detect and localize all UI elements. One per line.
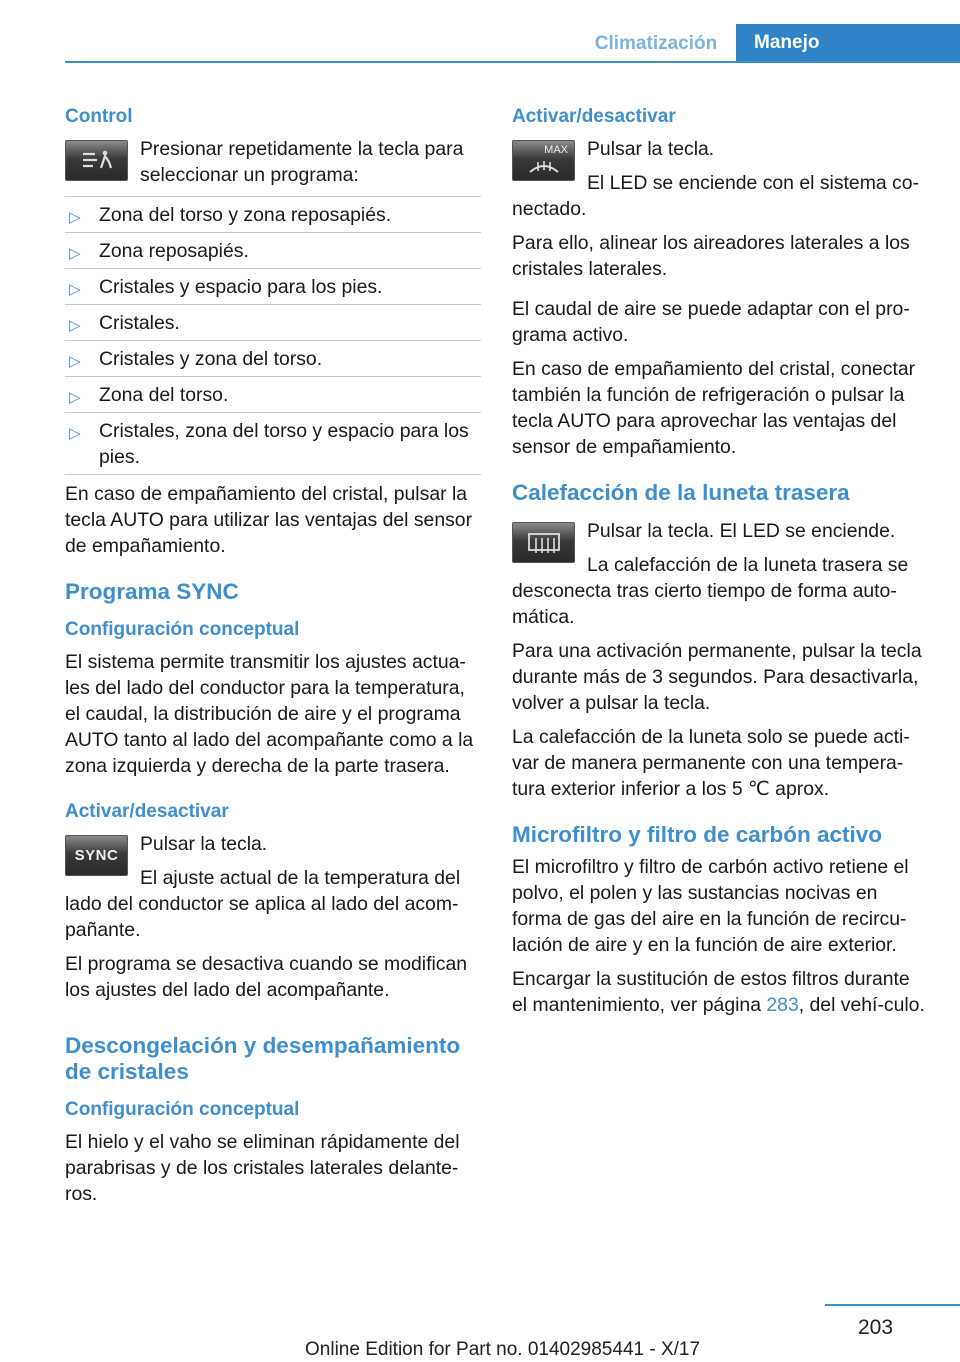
triangle-bullet-icon: ▷	[69, 389, 81, 406]
max-defrost-button-icon	[512, 140, 575, 181]
air-distribution-button-icon	[65, 140, 128, 181]
sync-off-text: El programa se desactiva cuando se modifican los ajustes del lado del acompañante.	[65, 953, 468, 1001]
rear-auto-off-text: La calefacción de la luneta trasera se desconecta tras cierto tiempo de forma auto-mática.	[512, 554, 909, 628]
rear-permanent-text: Para una activación permanente, pulsar la tecla durante más de 3 segundos. Para desactivarla, volver a pulsar la tecla.	[512, 640, 922, 714]
left-column	[65, 104, 481, 1215]
rear-window-title: Calefacción de la luneta trasera	[512, 480, 850, 505]
list-item: ▷ Zona reposapiés.	[65, 233, 481, 269]
triangle-bullet-icon: ▷	[69, 353, 81, 370]
defrost-concept-text: El hielo y el vaho se eliminan rápidamente del parabrisas y de los cristales laterales delante-ros.	[65, 1131, 460, 1205]
control-text: Presionar repetidamente la tecla para seleccionar un programa:	[140, 138, 464, 186]
filter-text: El microfiltro y filtro de carbón activo retiene el polvo, el polen y las sustancias nocivas en forma de gas del aire en la función de recircu-lación de aire y en la función de aire exterior.	[512, 856, 909, 956]
rear-defrost-button-icon	[512, 522, 575, 563]
fog-text-right: En caso de empañamiento del cristal, conectar también la función de refrigeración o pulsar la tecla AUTO para aprovechar las ventajas del sensor de empañamiento.	[512, 358, 916, 458]
control-block	[65, 136, 481, 196]
led-text: El LED se enciende con el sistema co-nectado.	[512, 172, 919, 220]
sync-concept-text: El sistema permite transmitir los ajustes actua-les del lado del conductor para la temperatura, el caudal, la distribución de aire y el programa AUTO tanto al lado del acompañante como a la zona izquierda y derecha de la parte trasera.	[65, 651, 474, 777]
header-rule	[65, 61, 960, 63]
list-item: ▷ Cristales y zona del torso.	[65, 341, 481, 377]
sync-effect-text: El ajuste actual de la temperatura del lado del conductor se aplica al lado del acom-pañante.	[65, 867, 461, 941]
list-item: ▷ Cristales, zona del torso y espacio para los pies.	[65, 413, 481, 475]
press-text: Pulsar la tecla.	[587, 138, 715, 160]
list-item: ▷ Cristales y espacio para los pies.	[65, 269, 481, 305]
list-item: ▷ Cristales.	[65, 305, 481, 341]
sync-concept-heading: Configuración conceptual	[65, 619, 300, 640]
list-item: ▷ Zona del torso y zona reposapiés.	[65, 197, 481, 233]
defrost-title: Descongelación y desempañamiento de cristales	[65, 1033, 461, 1084]
program-list	[65, 196, 481, 475]
sync-title: Programa SYNC	[65, 579, 239, 604]
fog-paragraph: En caso de empañamiento del cristal, pulsar la tecla AUTO para utilizar las ventajas del sensor de empañamiento.	[65, 483, 473, 557]
sync-press-text: Pulsar la tecla.	[140, 833, 268, 855]
triangle-bullet-icon: ▷	[69, 245, 81, 262]
triangle-bullet-icon: ▷	[69, 317, 81, 334]
sync-button-icon: SYNC	[65, 835, 128, 876]
page-number: 203	[858, 1316, 894, 1339]
filter-service-text: Encargar la sustitución de estos filtros durante el mantenimiento, ver página 283, del vehí-culo.	[512, 968, 925, 1016]
triangle-bullet-icon: ▷	[69, 209, 81, 226]
filter-title: Microfiltro y filtro de carbón activo	[512, 822, 883, 847]
flow-text: El caudal de aire se puede adaptar con el pro-grama activo.	[512, 298, 910, 346]
control-heading: Control	[65, 106, 133, 127]
rear-temp-text: La calefacción de la luneta solo se puede acti-var de manera permanente con una tempera-tura exterior inferior a los 5 ℃ aprox.	[512, 726, 910, 800]
sync-toggle-heading: Activar/desactivar	[65, 801, 229, 822]
toggle-heading: Activar/desactivar	[512, 106, 676, 127]
right-column	[512, 104, 930, 1026]
align-text: Para ello, alinear los aireadores laterales a los cristales laterales.	[512, 232, 910, 280]
list-item: ▷ Zona del torso.	[65, 377, 481, 413]
footer-rule	[825, 1304, 960, 1306]
max-block	[512, 136, 930, 222]
triangle-bullet-icon: ▷	[69, 281, 81, 298]
rear-block	[512, 518, 930, 630]
header-chapter-tab[interactable]: Manejo	[736, 24, 960, 61]
defrost-concept-heading: Configuración conceptual	[65, 1099, 300, 1120]
triangle-bullet-icon: ▷	[69, 425, 81, 442]
edition-footer: Online Edition for Part no. 01402985441 - X/17	[305, 1339, 701, 1360]
header-section-tab[interactable]: Climatización	[594, 32, 718, 54]
max-label: MAX	[544, 144, 568, 156]
rear-press-text: Pulsar la tecla. El LED se enciende.	[587, 520, 896, 542]
sync-block	[65, 831, 481, 943]
page-link[interactable]: 283	[766, 994, 799, 1016]
